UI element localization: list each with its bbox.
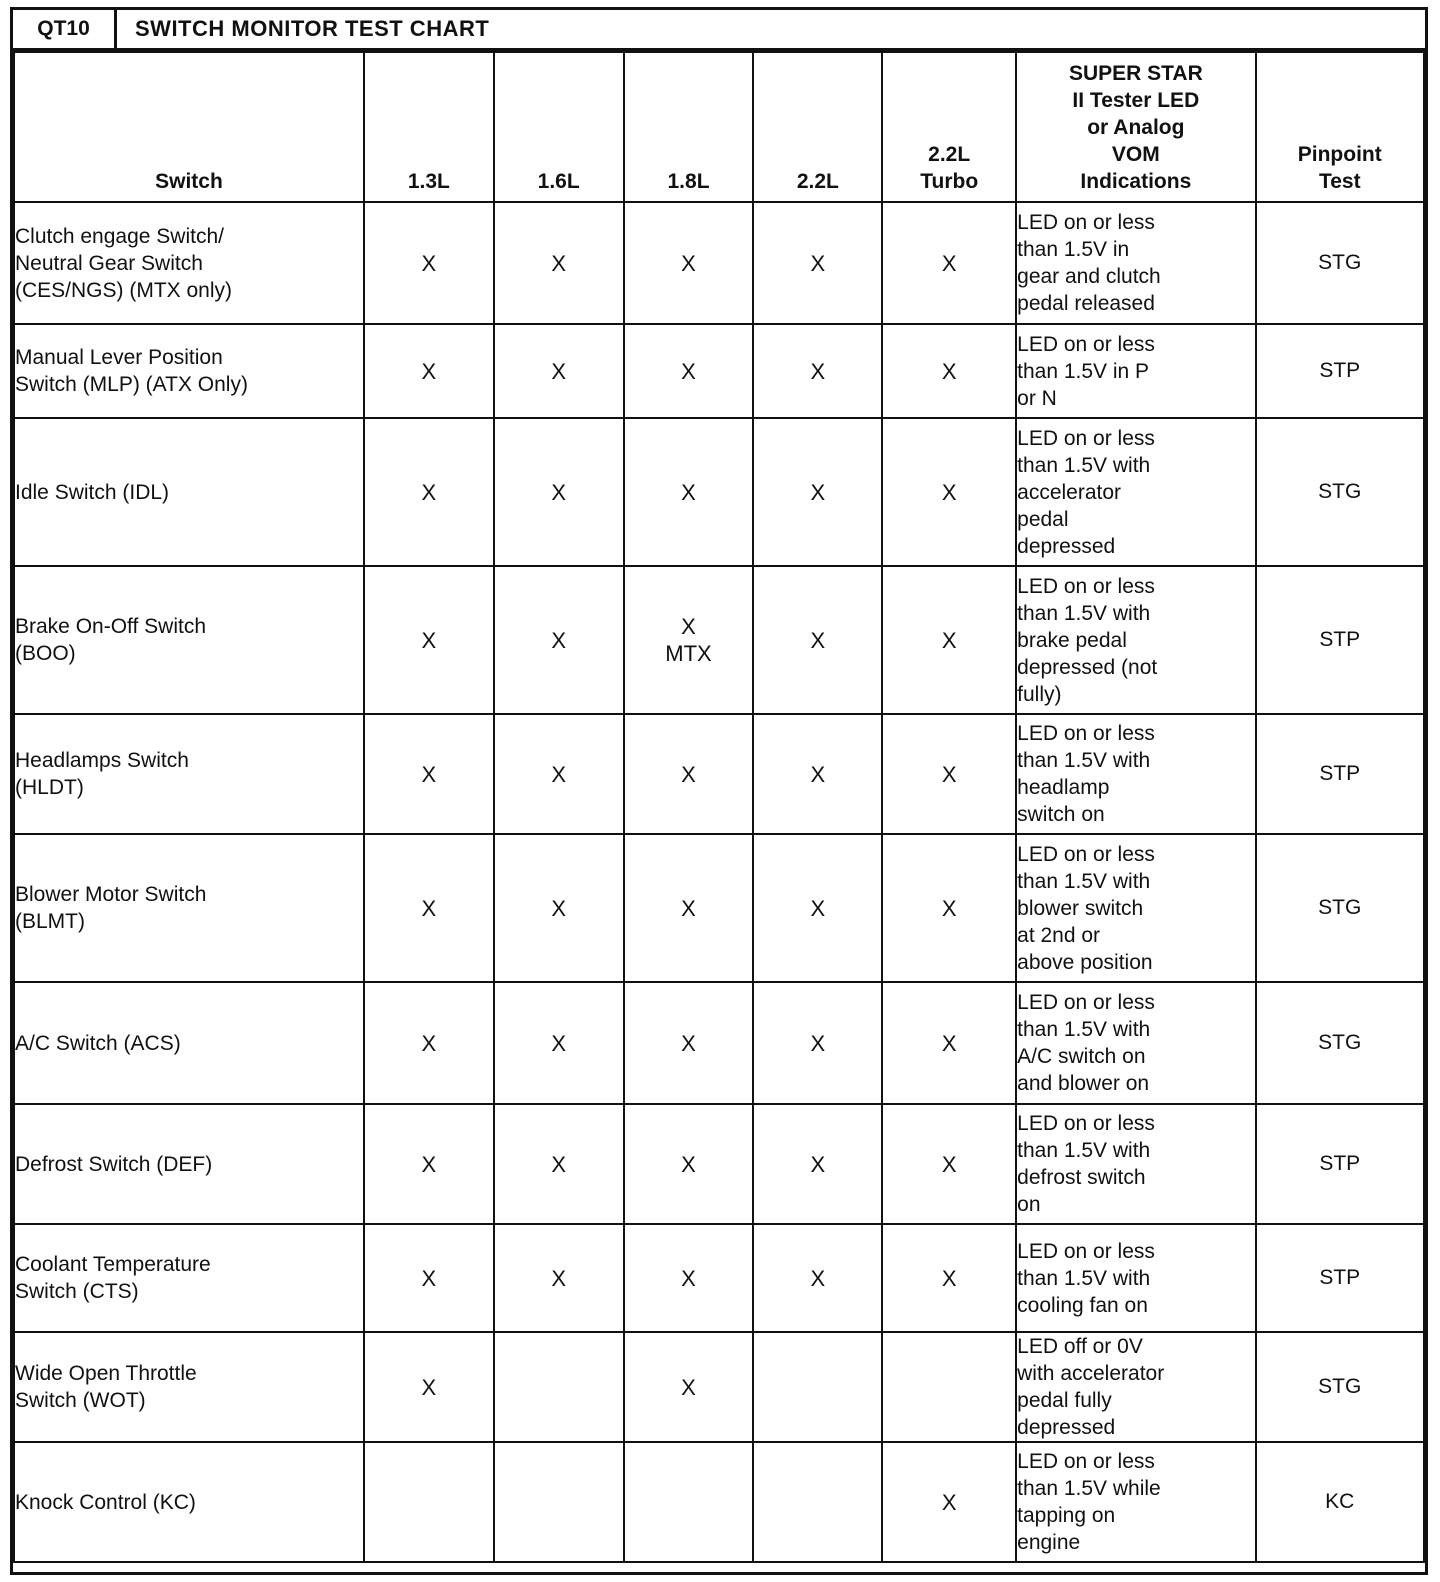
applicability-mark-m22t: X [882, 324, 1016, 418]
applicability-mark-m22: X [753, 418, 882, 566]
indication-cell: LED off or 0V with accelerator pedal fully depressed [1016, 1332, 1255, 1442]
indication-cell: LED on or less than 1.5V in gear and clutch pedal released [1016, 202, 1255, 324]
switch-name-cell: Clutch engage Switch/ Neutral Gear Switch (CES/NGS) (MTX only) [14, 202, 364, 324]
applicability-mark-m22t: X [882, 566, 1016, 714]
table-row [14, 324, 1424, 418]
applicability-mark-m13: X [364, 1224, 494, 1332]
indication-cell: LED on or less than 1.5V in P or N [1016, 324, 1255, 418]
chart-body [14, 202, 1424, 1562]
col-header-2-2l: 2.2L [753, 52, 882, 202]
chart-code: QT10 [13, 10, 117, 48]
applicability-mark-m22t [882, 1332, 1016, 1442]
applicability-mark-m22t: X [882, 1104, 1016, 1224]
applicability-mark-m16: X [494, 1104, 624, 1224]
switch-name-cell: Wide Open Throttle Switch (WOT) [14, 1332, 364, 1442]
pinpoint-test-cell: KC [1256, 1442, 1424, 1562]
col-header-2-2l-turbo: 2.2L Turbo [882, 52, 1016, 202]
applicability-mark-m16: X [494, 982, 624, 1104]
applicability-mark-m16: X [494, 418, 624, 566]
indication-cell: LED on or less than 1.5V with cooling fan on [1016, 1224, 1255, 1332]
applicability-mark-m22t: X [882, 834, 1016, 982]
applicability-mark-m18: X [624, 1104, 754, 1224]
switch-name-cell: Headlamps Switch (HLDT) [14, 714, 364, 834]
applicability-mark-m22t: X [882, 714, 1016, 834]
applicability-mark-m22t: X [882, 1224, 1016, 1332]
applicability-mark-m13: X [364, 982, 494, 1104]
table-row [14, 982, 1424, 1104]
applicability-mark-m13: X [364, 324, 494, 418]
pinpoint-test-cell: STG [1256, 418, 1424, 566]
applicability-mark-m22t: X [882, 202, 1016, 324]
indication-cell: LED on or less than 1.5V with brake pedal depressed (not fully) [1016, 566, 1255, 714]
table-row [14, 418, 1424, 566]
applicability-mark-m18 [624, 1442, 754, 1562]
applicability-mark-m22: X [753, 1104, 882, 1224]
chart-title: SWITCH MONITOR TEST CHART [135, 16, 490, 41]
applicability-mark-m22t: X [882, 1442, 1016, 1562]
applicability-mark-m22t: X [882, 982, 1016, 1104]
applicability-mark-m16: X [494, 202, 624, 324]
pinpoint-test-cell: STG [1256, 834, 1424, 982]
col-header-1-8l: 1.8L [624, 52, 754, 202]
applicability-mark-m13: X [364, 1104, 494, 1224]
applicability-mark-m13: X [364, 834, 494, 982]
table-row [14, 566, 1424, 714]
table-row [14, 1104, 1424, 1224]
switch-name-cell: Brake On-Off Switch (BOO) [14, 566, 364, 714]
indication-cell: LED on or less than 1.5V while tapping on engine [1016, 1442, 1255, 1562]
applicability-mark-m13: X [364, 418, 494, 566]
col-header-pinpoint-test: Pinpoint Test [1256, 52, 1424, 202]
applicability-mark-m22t: X [882, 418, 1016, 566]
col-header-1-3l: 1.3L [364, 52, 494, 202]
applicability-mark-m18: X [624, 834, 754, 982]
pinpoint-test-cell: STG [1256, 982, 1424, 1104]
applicability-mark-m16: X [494, 834, 624, 982]
applicability-mark-m22: X [753, 982, 882, 1104]
test-chart-table [13, 51, 1425, 1563]
switch-monitor-test-chart [10, 7, 1428, 1575]
title-bar [13, 10, 1425, 51]
applicability-mark-m18: X [624, 1332, 754, 1442]
applicability-mark-m13 [364, 1442, 494, 1562]
switch-name-cell: Blower Motor Switch (BLMT) [14, 834, 364, 982]
applicability-mark-m18: X [624, 418, 754, 566]
applicability-mark-m22: X [753, 714, 882, 834]
applicability-mark-m16: X [494, 714, 624, 834]
applicability-mark-m18: X [624, 324, 754, 418]
applicability-mark-m22 [753, 1332, 882, 1442]
switch-name-cell: A/C Switch (ACS) [14, 982, 364, 1104]
pinpoint-test-cell: STP [1256, 1224, 1424, 1332]
switch-name-cell: Coolant Temperature Switch (CTS) [14, 1224, 364, 1332]
table-row [14, 1332, 1424, 1442]
col-header-1-6l: 1.6L [494, 52, 624, 202]
applicability-mark-m16 [494, 1332, 624, 1442]
applicability-mark-m13: X [364, 566, 494, 714]
applicability-mark-m16: X [494, 566, 624, 714]
applicability-mark-m22 [753, 1442, 882, 1562]
applicability-mark-m22: X [753, 324, 882, 418]
applicability-mark-m18: X [624, 982, 754, 1104]
indication-cell: LED on or less than 1.5V with accelerator pedal depressed [1016, 418, 1255, 566]
applicability-mark-m16: X [494, 324, 624, 418]
pinpoint-test-cell: STG [1256, 202, 1424, 324]
pinpoint-test-cell: STG [1256, 1332, 1424, 1442]
applicability-mark-m13: X [364, 1332, 494, 1442]
indication-cell: LED on or less than 1.5V with headlamp switch on [1016, 714, 1255, 834]
applicability-mark-m13: X [364, 714, 494, 834]
pinpoint-test-cell: STP [1256, 324, 1424, 418]
applicability-mark-m22: X [753, 834, 882, 982]
applicability-mark-m18: X [624, 1224, 754, 1332]
indication-cell: LED on or less than 1.5V with A/C switch on and blower on [1016, 982, 1255, 1104]
applicability-mark-m13: X [364, 202, 494, 324]
indication-cell: LED on or less than 1.5V with blower switch at 2nd or above position [1016, 834, 1255, 982]
pinpoint-test-cell: STP [1256, 1104, 1424, 1224]
applicability-mark-m18: X MTX [624, 566, 754, 714]
switch-name-cell: Idle Switch (IDL) [14, 418, 364, 566]
header-row [14, 52, 1424, 202]
applicability-mark-m22: X [753, 1224, 882, 1332]
table-row [14, 1224, 1424, 1332]
applicability-mark-m22: X [753, 566, 882, 714]
applicability-mark-m18: X [624, 202, 754, 324]
col-header-switch: Switch [14, 52, 364, 202]
pinpoint-test-cell: STP [1256, 566, 1424, 714]
applicability-mark-m16: X [494, 1224, 624, 1332]
applicability-mark-m16 [494, 1442, 624, 1562]
applicability-mark-m22: X [753, 202, 882, 324]
applicability-mark-m18: X [624, 714, 754, 834]
table-row [14, 834, 1424, 982]
pinpoint-test-cell: STP [1256, 714, 1424, 834]
switch-name-cell: Knock Control (KC) [14, 1442, 364, 1562]
table-row [14, 714, 1424, 834]
col-header-indications: SUPER STAR II Tester LED or Analog VOM Indications [1016, 52, 1255, 202]
indication-cell: LED on or less than 1.5V with defrost switch on [1016, 1104, 1255, 1224]
switch-name-cell: Defrost Switch (DEF) [14, 1104, 364, 1224]
switch-name-cell: Manual Lever Position Switch (MLP) (ATX Only) [14, 324, 364, 418]
table-row [14, 202, 1424, 324]
table-row [14, 1442, 1424, 1562]
